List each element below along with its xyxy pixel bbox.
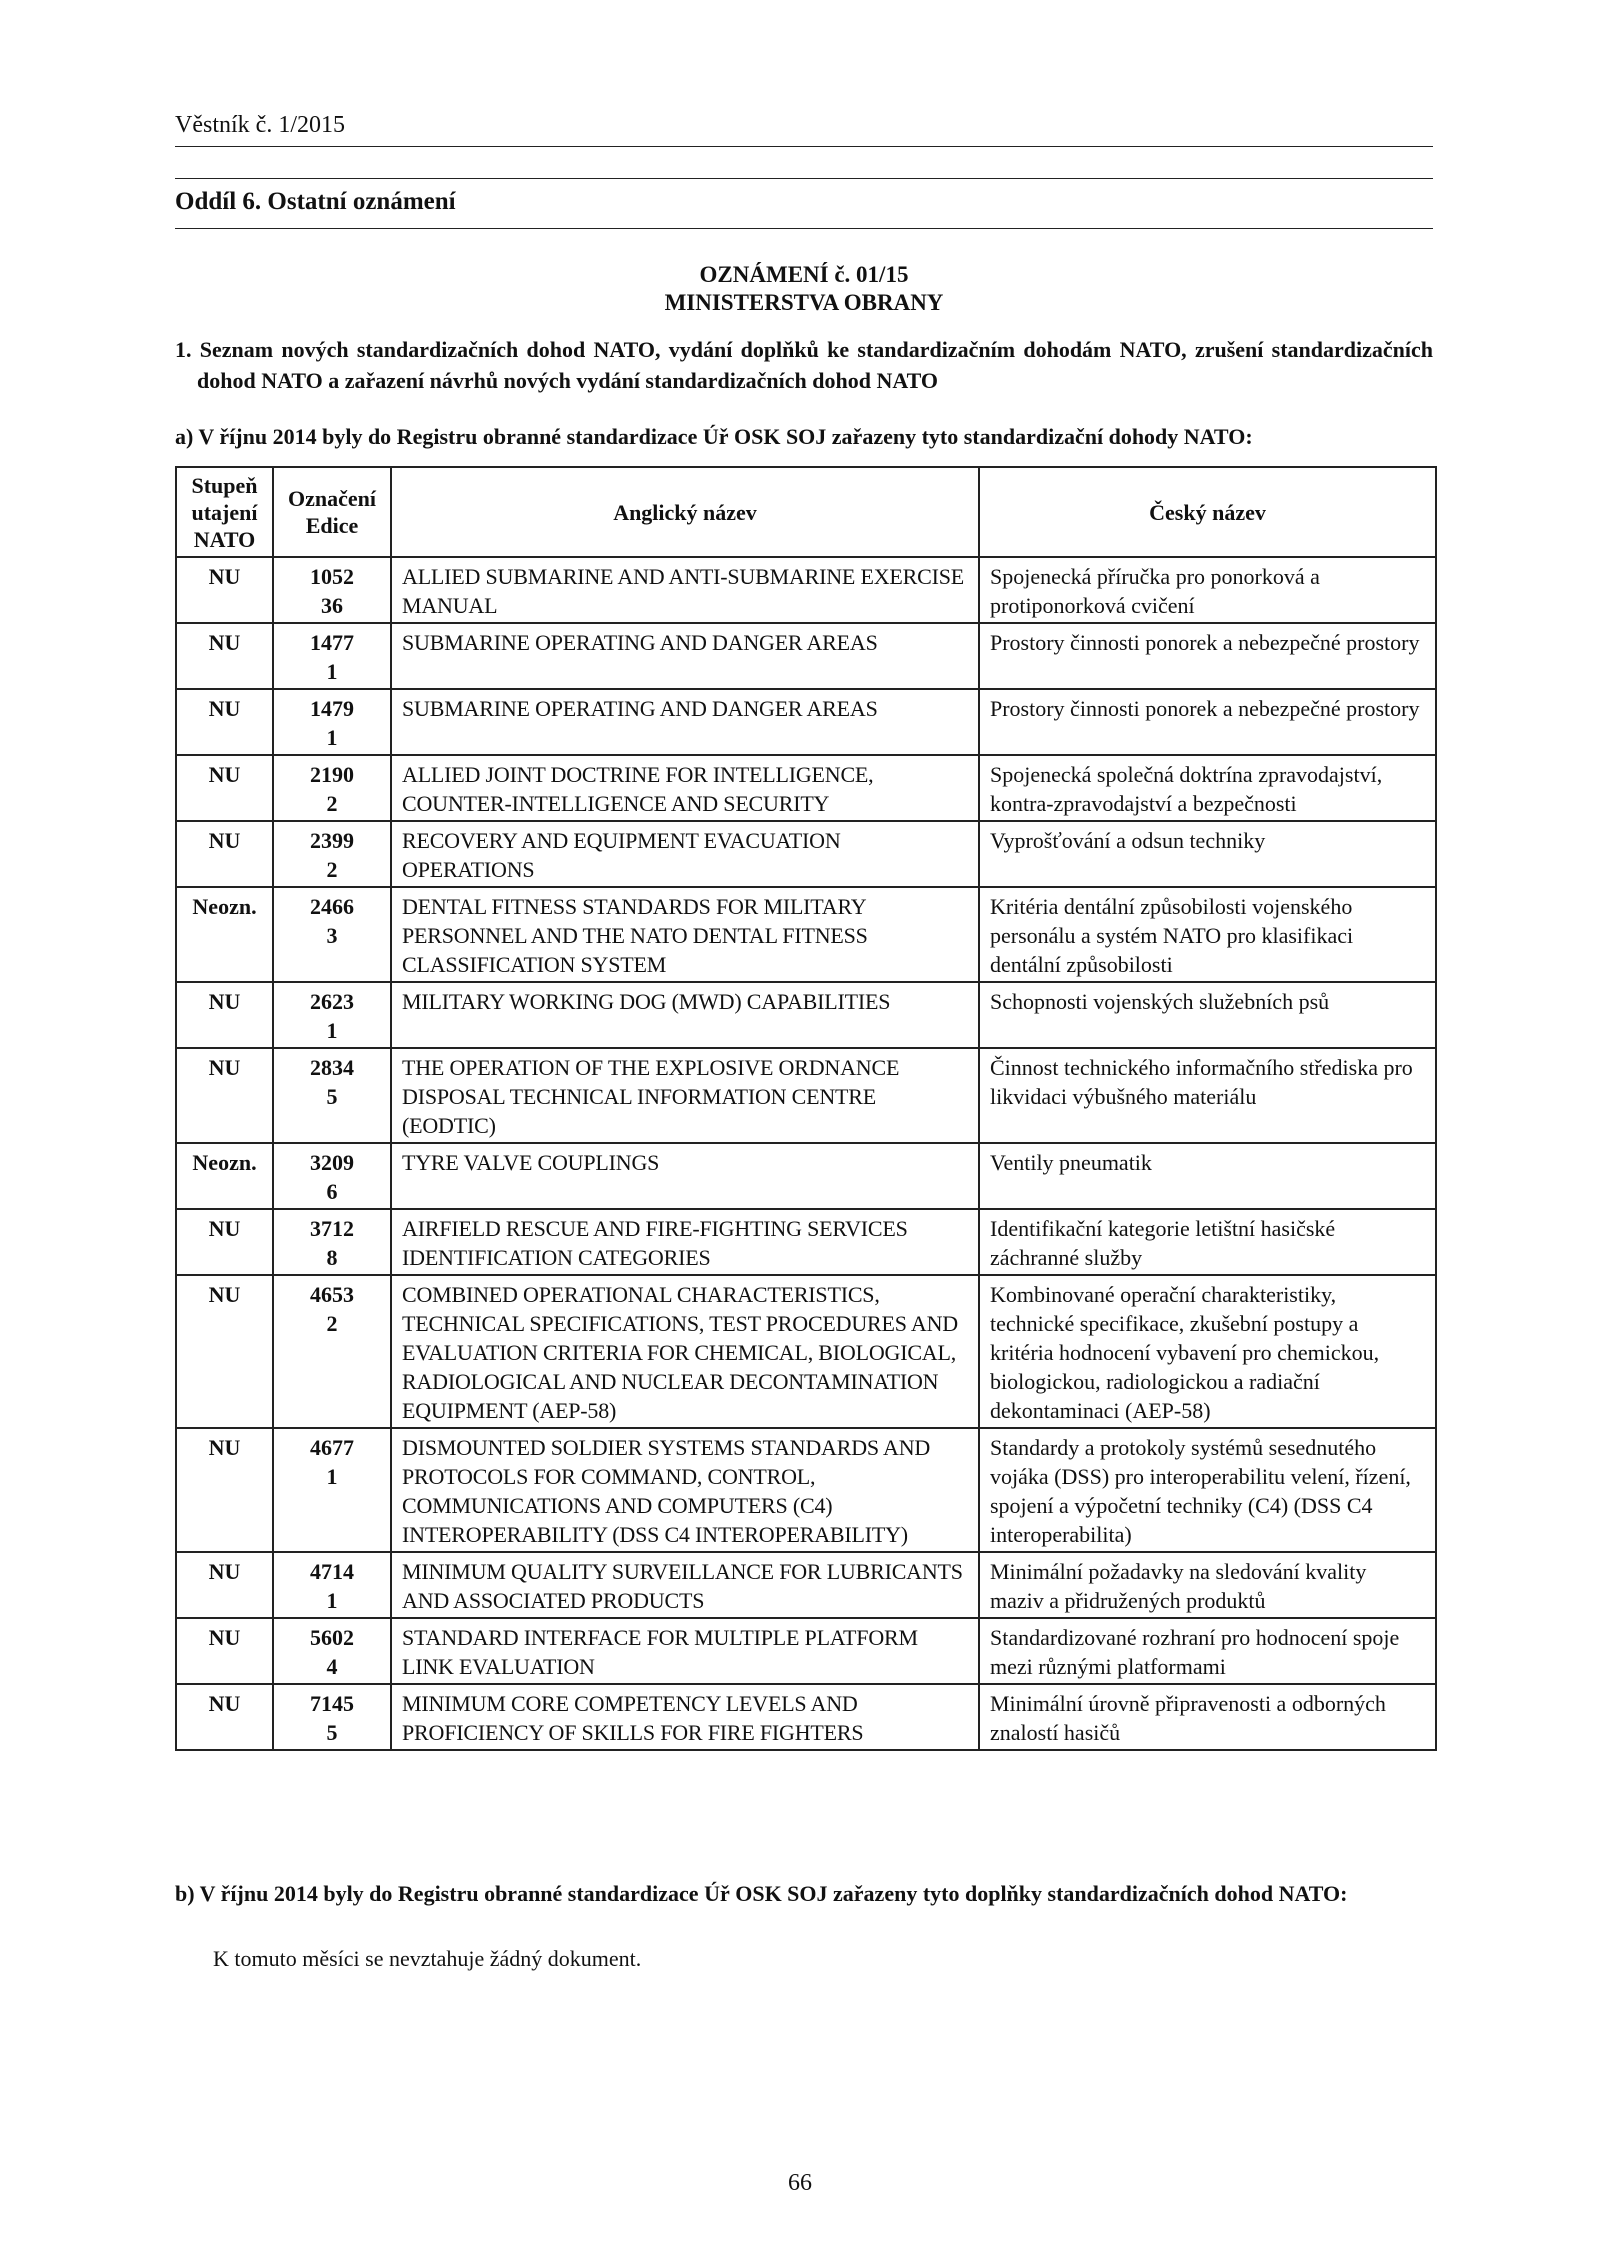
english-title-cell: SUBMARINE OPERATING AND DANGER AREAS (391, 623, 979, 689)
classification-cell: NU (176, 1428, 273, 1552)
czech-title-cell: Ventily pneumatik (979, 1143, 1436, 1209)
classification-cell: Neozn. (176, 887, 273, 982)
designation-cell (273, 1552, 391, 1618)
section-b-note: K tomuto měsíci se nevztahuje žádný dokument. (213, 1946, 642, 1971)
section-a-heading: a) V říjnu 2014 byly do Registru obranné standardizace Úř OSK SOJ zařazeny tyto standardizační dohody NATO: (175, 424, 1253, 449)
edition-number: 1 (326, 1464, 338, 1489)
english-title-cell: AIRFIELD RESCUE AND FIRE-FIGHTING SERVICES IDENTIFICATION CATEGORIES (391, 1209, 979, 1275)
czech-title-cell: Prostory činnosti ponorek a nebezpečné prostory (979, 689, 1436, 755)
item-1-paragraph (175, 334, 1433, 396)
stanag-number: 3209 (310, 1150, 354, 1175)
stanag-number: 2834 (310, 1055, 354, 1080)
table-row (176, 1209, 1436, 1275)
designation-cell (273, 1048, 391, 1143)
edition-number: 2 (326, 791, 338, 816)
section-top-rule (175, 178, 1433, 179)
classification-cell: NU (176, 1048, 273, 1143)
stanag-number: 1477 (310, 630, 354, 655)
stanag-number: 4677 (310, 1435, 354, 1460)
english-title-cell: STANDARD INTERFACE FOR MULTIPLE PLATFORM LINK EVALUATION (391, 1618, 979, 1684)
edition-number: 3 (326, 923, 338, 948)
czech-title-cell: Identifikační kategorie letištní hasičské záchranné služby (979, 1209, 1436, 1275)
czech-title-cell: Činnost technického informačního střediska pro likvidaci výbušného materiálu (979, 1048, 1436, 1143)
english-title-cell: MINIMUM QUALITY SURVEILLANCE FOR LUBRICANTS AND ASSOCIATED PRODUCTS (391, 1552, 979, 1618)
header-english-title: Anglický název (391, 467, 979, 557)
classification-cell: NU (176, 821, 273, 887)
table-body (176, 557, 1436, 1750)
designation-cell (273, 557, 391, 623)
designation-cell (273, 887, 391, 982)
table-row (176, 623, 1436, 689)
classification-cell: NU (176, 689, 273, 755)
stanag-number: 2190 (310, 762, 354, 787)
edition-number: 1 (326, 1018, 338, 1043)
table-row (176, 1143, 1436, 1209)
designation-cell (273, 1618, 391, 1684)
table-row (176, 1275, 1436, 1428)
table-row (176, 1048, 1436, 1143)
classification-cell: NU (176, 1618, 273, 1684)
designation-cell (273, 689, 391, 755)
section-b-text: b) V říjnu 2014 byly do Registru obranné standardizace Úř OSK SOJ zařazeny tyto doplňky standardizačních dohod NATO: (175, 1881, 1348, 1906)
table-row (176, 887, 1436, 982)
header-czech-title: Český název (979, 467, 1436, 557)
english-title-cell: DENTAL FITNESS STANDARDS FOR MILITARY PERSONNEL AND THE NATO DENTAL FITNESS CLASSIFICATION SYSTEM (391, 887, 979, 982)
header-classification: Stupeň utajení NATO (176, 467, 273, 557)
english-title-cell: MILITARY WORKING DOG (MWD) CAPABILITIES (391, 982, 979, 1048)
header-rule (175, 146, 1433, 147)
designation-cell (273, 1143, 391, 1209)
czech-title-cell: Spojenecká příručka pro ponorková a protiponorková cvičení (979, 557, 1436, 623)
english-title-cell: RECOVERY AND EQUIPMENT EVACUATION OPERATIONS (391, 821, 979, 887)
czech-title-cell: Spojenecká společná doktrína zpravodajství, kontra-zpravodajství a bezpečnosti (979, 755, 1436, 821)
table-row (176, 689, 1436, 755)
stanag-number: 2466 (310, 894, 354, 919)
edition-number: 2 (326, 857, 338, 882)
classification-cell: NU (176, 623, 273, 689)
edition-number: 5 (326, 1084, 338, 1109)
english-title-cell: THE OPERATION OF THE EXPLOSIVE ORDNANCE DISPOSAL TECHNICAL INFORMATION CENTRE (EODTIC) (391, 1048, 979, 1143)
czech-title-cell: Vyprošťování a odsun techniky (979, 821, 1436, 887)
stanag-number: 1479 (310, 696, 354, 721)
header-designation: Označení Edice (273, 467, 391, 557)
designation-cell (273, 623, 391, 689)
edition-number: 1 (326, 725, 338, 750)
czech-title-cell: Standardizované rozhraní pro hodnocení spoje mezi různými platformami (979, 1618, 1436, 1684)
classification-cell: NU (176, 1209, 273, 1275)
standards-table (175, 466, 1437, 1751)
table-header-row (176, 467, 1436, 557)
table-row (176, 557, 1436, 623)
edition-number: 6 (326, 1179, 338, 1204)
designation-cell (273, 1684, 391, 1750)
table-row (176, 1618, 1436, 1684)
stanag-number: 3712 (310, 1216, 354, 1241)
classification-cell: NU (176, 982, 273, 1048)
czech-title-cell: Schopnosti vojenských služebních psů (979, 982, 1436, 1048)
stanag-number: 2623 (310, 989, 354, 1014)
section-title: Oddíl 6. Ostatní oznámení (175, 188, 456, 215)
stanag-number: 4714 (310, 1559, 354, 1584)
table-row (176, 821, 1436, 887)
stanag-number: 5602 (310, 1625, 354, 1650)
english-title-cell: MINIMUM CORE COMPETENCY LEVELS AND PROFICIENCY OF SKILLS FOR FIRE FIGHTERS (391, 1684, 979, 1750)
table-row (176, 1428, 1436, 1552)
section-bottom-rule (175, 228, 1433, 229)
edition-number: 1 (326, 659, 338, 684)
classification-cell: NU (176, 1275, 273, 1428)
edition-number: 8 (326, 1245, 338, 1270)
czech-title-cell: Minimální požadavky na sledování kvality maziv a přidružených produktů (979, 1552, 1436, 1618)
section-b-heading (175, 1878, 1433, 1909)
item-1-text: 1. Seznam nových standardizačních dohod NATO, vydání doplňků ke standardizačním dohodám NATO, zrušení standardizačních dohod NATO a zařazení návrhů nových vydání standardizačních dohod NATO (175, 337, 1433, 393)
designation-cell (273, 821, 391, 887)
english-title-cell: ALLIED SUBMARINE AND ANTI-SUBMARINE EXERCISE MANUAL (391, 557, 979, 623)
announcement-title: OZNÁMENÍ č. 01/15 (699, 262, 909, 287)
table-row (176, 755, 1436, 821)
designation-cell (273, 982, 391, 1048)
stanag-number: 4653 (310, 1282, 354, 1307)
english-title-cell: TYRE VALVE COUPLINGS (391, 1143, 979, 1209)
english-title-cell: SUBMARINE OPERATING AND DANGER AREAS (391, 689, 979, 755)
designation-cell (273, 1428, 391, 1552)
classification-cell: NU (176, 1552, 273, 1618)
english-title-cell: DISMOUNTED SOLDIER SYSTEMS STANDARDS AND PROTOCOLS FOR COMMAND, CONTROL, COMMUNICATIONS AND COMPUTERS (C4) INTEROPERABILITY (DSS C4 INTEROPERABILITY) (391, 1428, 979, 1552)
english-title-cell: COMBINED OPERATIONAL CHARACTERISTICS, TECHNICAL SPECIFICATIONS, TEST PROCEDURES AND EVALUATION CRITERIA FOR CHEMICAL, BIOLOGICAL, RADIOLOGICAL AND NUCLEAR DECONTAMINATION EQUIPMENT (AEP-58) (391, 1275, 979, 1428)
edition-number: 36 (321, 593, 343, 618)
edition-number: 4 (326, 1654, 338, 1679)
announcement-subtitle: MINISTERSTVA OBRANY (664, 290, 944, 315)
classification-cell: Neozn. (176, 1143, 273, 1209)
table-row (176, 1552, 1436, 1618)
running-head: Věstník č. 1/2015 (175, 112, 345, 138)
czech-title-cell: Kritéria dentální způsobilosti vojenského personálu a systém NATO pro klasifikaci dentální způsobilosti (979, 887, 1436, 982)
stanag-number: 7145 (310, 1691, 354, 1716)
classification-cell: NU (176, 755, 273, 821)
czech-title-cell: Standardy a protokoly systémů sesednutého vojáka (DSS) pro interoperabilitu velení, řízení, spojení a výpočetní techniky (C4) (DSS C4 interoperabilita) (979, 1428, 1436, 1552)
page-number: 66 (788, 2170, 812, 2196)
edition-number: 1 (326, 1588, 338, 1613)
english-title-cell: ALLIED JOINT DOCTRINE FOR INTELLIGENCE, COUNTER-INTELLIGENCE AND SECURITY (391, 755, 979, 821)
stanag-number: 2399 (310, 828, 354, 853)
table-row (176, 1684, 1436, 1750)
designation-cell (273, 1275, 391, 1428)
edition-number: 5 (326, 1720, 338, 1745)
designation-cell (273, 755, 391, 821)
classification-cell: NU (176, 1684, 273, 1750)
table-row (176, 982, 1436, 1048)
stanag-number: 1052 (310, 564, 354, 589)
czech-title-cell: Minimální úrovně připravenosti a odborných znalostí hasičů (979, 1684, 1436, 1750)
czech-title-cell: Kombinované operační charakteristiky, technické specifikace, zkušební postupy a kritéria hodnocení vybavení pro chemickou, biologickou, radiologickou a radiační dekontaminaci (AEP-58) (979, 1275, 1436, 1428)
designation-cell (273, 1209, 391, 1275)
czech-title-cell: Prostory činnosti ponorek a nebezpečné prostory (979, 623, 1436, 689)
classification-cell: NU (176, 557, 273, 623)
edition-number: 2 (326, 1311, 338, 1336)
